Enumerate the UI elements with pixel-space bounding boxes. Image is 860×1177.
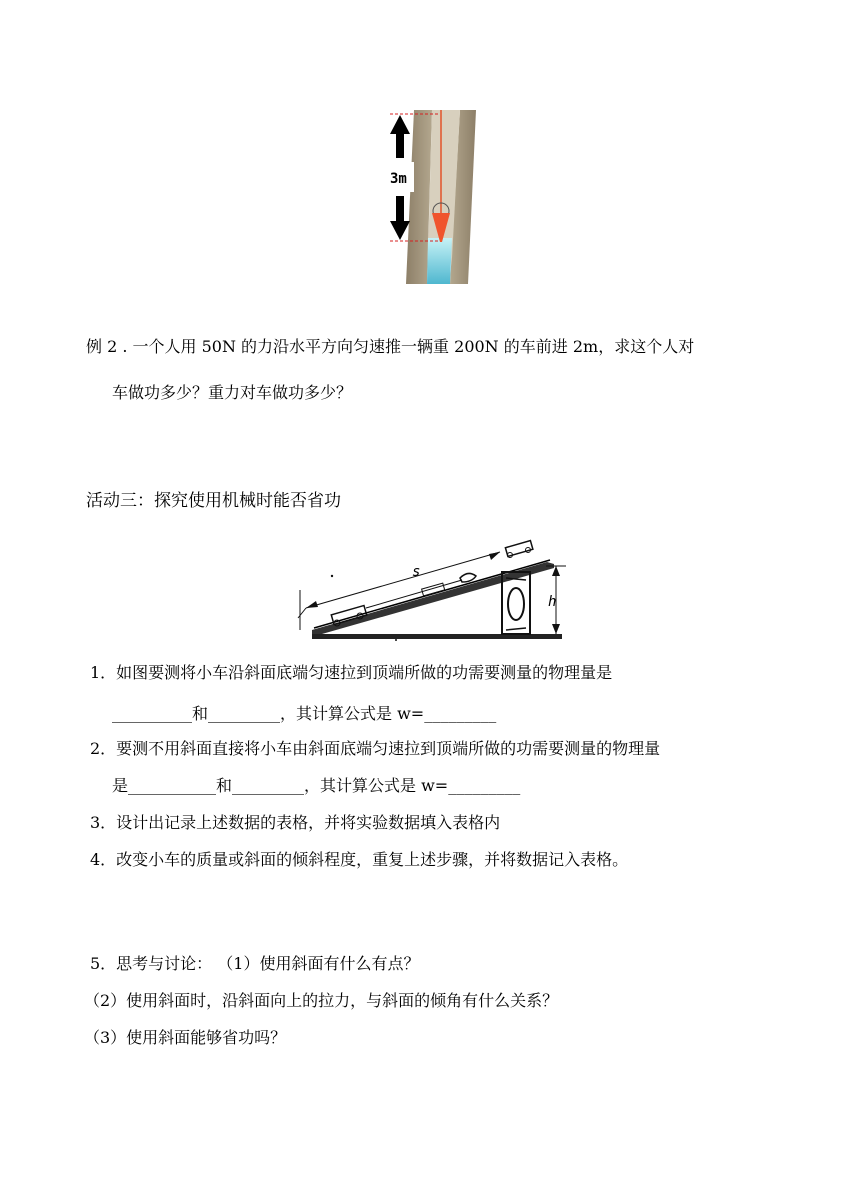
item3: 3．设计出记录上述数据的表格，并将实验数据填入表格内 (90, 813, 501, 832)
height-label: 3m (390, 171, 407, 187)
h-label: h (548, 594, 557, 610)
item2-line2: 是___________和_________，其计算公式是 w=_________ (112, 776, 521, 795)
activity3-title: 活动三：探究使用机械时能否省功 (86, 491, 341, 511)
well-bucket-figure (380, 108, 490, 290)
item2-line1: 2．要测不用斜面直接将小车由斜面底端匀速拉到顶端所做的功需要测量的物理量 (90, 739, 661, 758)
item5: 5．思考与讨论： （1）使用斜面有什么有点？ (90, 954, 420, 973)
item1-line2: __________和_________，其计算公式是 w=_________ (112, 704, 497, 723)
item1-line1: 1．如图要测将小车沿斜面底端匀速拉到顶端所做的功需要测量的物理量是 (90, 663, 613, 682)
question3: （3）使用斜面能够省功吗？ (84, 1028, 287, 1047)
s-label: s (412, 564, 421, 580)
incline-cart-figure (292, 530, 572, 648)
example2-line2: 车做功多少？重力对车做功多少？ (112, 383, 353, 402)
example2-line1: 例 2 . 一个人用 50N 的力沿水平方向匀速推一辆重 200N 的车前进 2m，求这个人对 (86, 337, 695, 356)
item4: 4．改变小车的质量或斜面的倾斜程度，重复上述步骤，并将数据记入表格。 (90, 850, 629, 869)
question2: （2）使用斜面时，沿斜面向上的拉力，与斜面的倾角有什么关系？ (84, 991, 559, 1010)
